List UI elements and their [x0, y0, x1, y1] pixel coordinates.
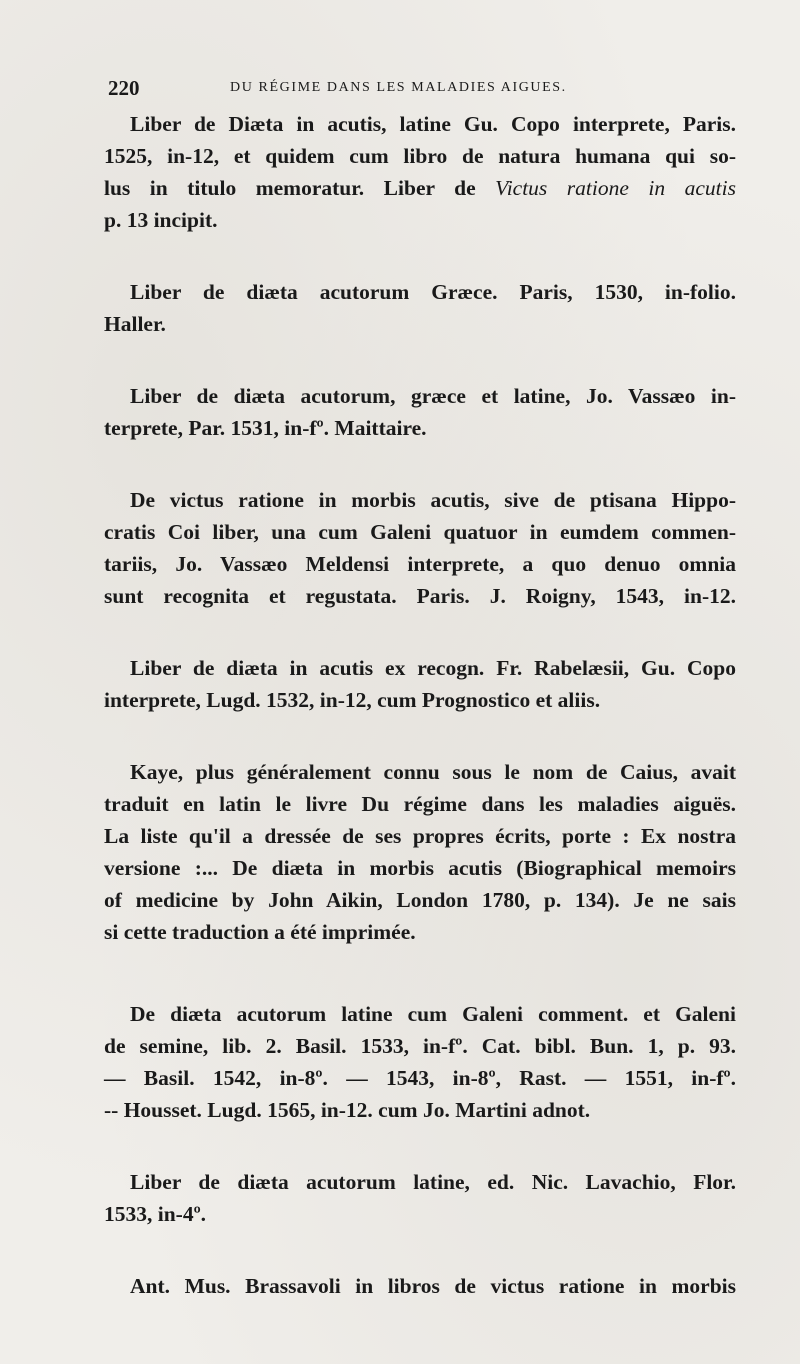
paragraph-6: [104, 756, 736, 948]
paragraph-5: [104, 652, 736, 716]
text-line: Liber de diæta acutorum latine, ed. Nic. Lavachio, Flor.: [130, 1170, 736, 1194]
page-body: [104, 108, 736, 1302]
text-line: si cette traduction a été imprimée.: [104, 920, 416, 944]
paragraph-1: [104, 108, 736, 236]
text-line: Liber de diæta acutorum Græce. Paris, 1530, in-folio.: [130, 280, 736, 304]
text-line: Liber de diæta acutorum, græce et latine, Jo. Vassæo in-: [130, 384, 736, 408]
text-line: -- Housset. Lugd. 1565, in-12. cum Jo. Martini adnot.: [104, 1098, 591, 1122]
text-line: Haller.: [104, 312, 166, 336]
text-line: De diæta acutorum latine cum Galeni comment. et Galeni: [130, 1002, 736, 1026]
text-line: interprete, Lugd. 1532, in-12, cum Prognostico et aliis.: [104, 688, 601, 712]
text-line: — Basil. 1542, in-8º. — 1543, in-8º, Rast. — 1551, in-fº.: [104, 1066, 736, 1090]
paragraph-7: [104, 998, 736, 1126]
text-line: De victus ratione in morbis acutis, sive de ptisana Hippo-: [130, 488, 736, 512]
text-line: Liber de Diæta in acutis, latine Gu. Copo interprete, Paris.: [130, 112, 736, 136]
text-line: of medicine by John Aikin, London 1780, p. 134). Je ne sais: [104, 888, 736, 912]
text-line: cratis Coi liber, una cum Galeni quatuor in eumdem commen-: [104, 520, 736, 544]
text-segment: lus in titulo memoratur. Liber de: [104, 176, 496, 200]
paragraph-9: [104, 1270, 736, 1302]
paragraph-4: [104, 484, 736, 612]
page-header: [108, 76, 740, 104]
paragraph-8: [104, 1166, 736, 1230]
text-line: de semine, lib. 2. Basil. 1533, in-fº. Cat. bibl. Bun. 1, p. 93.: [104, 1034, 736, 1058]
paragraph-2: [104, 276, 736, 340]
page-number: 220: [108, 76, 140, 100]
text-line: Liber de diæta in acutis ex recogn. Fr. Rabelæsii, Gu. Copo: [130, 656, 736, 680]
text-line: traduit en latin le livre Du régime dans les maladies aiguës.: [104, 792, 736, 816]
paragraph-3: [104, 380, 736, 444]
running-title: DU RÉGIME DANS LES MALADIES AIGUES.: [230, 80, 567, 95]
text-line: Ant. Mus. Brassavoli in libros de victus ratione in morbis: [130, 1274, 736, 1298]
text-line: 1525, in-12, et quidem cum libro de natura humana qui so-: [104, 144, 736, 168]
text-line: La liste qu'il a dressée de ses propres écrits, porte : Ex nostra: [104, 824, 736, 848]
text-line: Kaye, plus généralement connu sous le nom de Caius, avait: [130, 760, 736, 784]
italic-title: Victus ratione in acutis: [495, 176, 736, 200]
text-line: terprete, Par. 1531, in-fº. Maittaire.: [104, 416, 427, 440]
text-line-with-italic: [104, 172, 736, 204]
text-line: tariis, Jo. Vassæo Meldensi interprete, a quo denuo omnia: [104, 552, 736, 576]
text-line: 1533, in-4º.: [104, 1202, 207, 1226]
text-line: p. 13 incipit.: [104, 208, 218, 232]
text-line: sunt recognita et regustata. Paris. J. Roigny, 1543, in-12.: [104, 584, 736, 608]
text-line: versione :... De diæta in morbis acutis (Biographical memoirs: [104, 856, 736, 880]
